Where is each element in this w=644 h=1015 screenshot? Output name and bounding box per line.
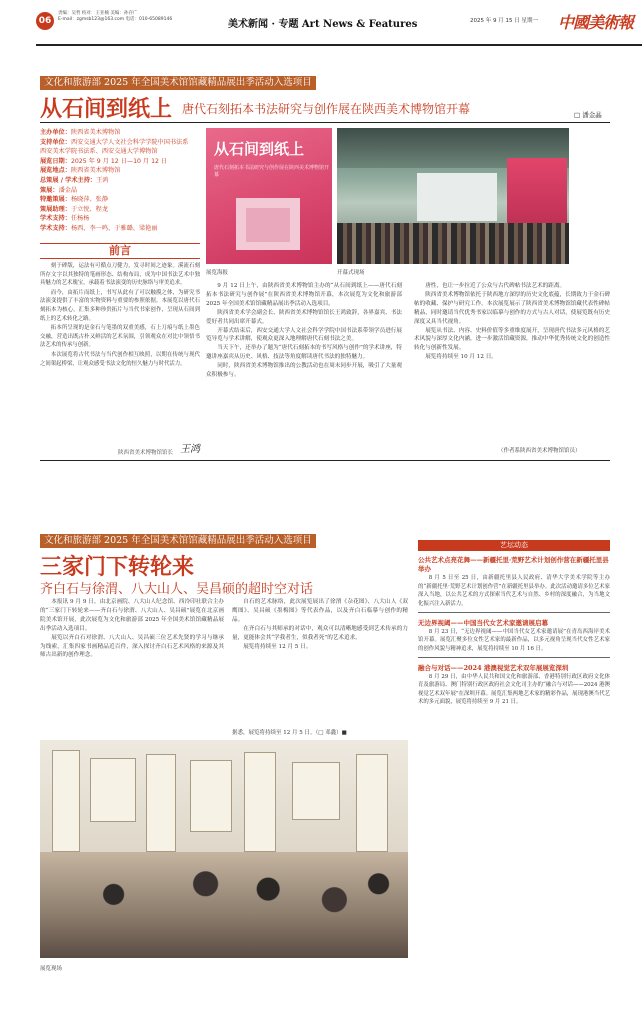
poster-subtitle: 唐代石刻拓本书法研究与创作展在陕西美术博物馆开幕: [214, 165, 330, 178]
foreword-title: 前言: [40, 243, 200, 259]
info-row: [40, 128, 200, 138]
paragraph: 陕西省美术学会副会长、陕西省美术博物馆馆长王鸿致辞，各界嘉宾、书法爱好者共同出席开幕式。: [206, 309, 402, 325]
staff-line: 责编：吴哲 校对：王亚楠 美编：孙存广: [58, 11, 138, 16]
photo-crowd: [337, 223, 569, 264]
signature-seal: 王鸿: [180, 444, 200, 455]
exhibition-hall-photo: [40, 740, 408, 958]
paragraph: 展览以齐白石对徐渭、八大山人、吴昌硕三位艺术先贤的学习与继承为线索，汇集四家书画精品近百件，深入探讨齐白石艺术风格的来源及其师古出新的创作理念。: [40, 634, 224, 659]
photo-caption: 开幕式现场: [337, 270, 365, 276]
divider: [418, 612, 610, 613]
info-row: [40, 138, 200, 148]
paragraph: 自石的艺术脉络，此次展览展出了徐渭《杂花图》、八大山人《双鹰图》、吴昌硕《墨梅图》等代表作品，以及齐白石临摹与创作的精品。: [232, 599, 408, 623]
info-row: [40, 224, 200, 234]
info-value: 西安美术学院书法系、西安交通大学博物馆: [40, 148, 158, 156]
foreword-signature: 陕西省美术博物馆馆长: [118, 450, 174, 456]
photo-backdrop: [417, 173, 497, 221]
divider: [418, 657, 610, 658]
poster-caption: 展览海报: [206, 270, 229, 276]
article2-photo-caption: 展览现场: [40, 966, 63, 972]
framed-painting: [90, 758, 136, 822]
foreword-text: [40, 262, 200, 369]
news-brief-text: 8 月 29 日，由中华人民共和国文化和旅游部、香港特别行政区政府文化体育及旅游局、澳门特别行政区政府社会文化司主办的“融合与对话——2024 港澳视觉艺术双年展”在深圳开幕。展览汇集两地艺术家的精彩作品，展现港澳当代艺术的多元面貌，展览将持续至 9 月 21 日。: [418, 673, 610, 706]
article2-banner: 文化和旅游部 2025 年全国美术馆馆藏精品展出季活动入选项目: [40, 534, 316, 548]
newspaper-logo: 中國美術報: [558, 13, 634, 32]
exhibition-poster-image: [206, 128, 332, 264]
info-label: 主办单位：: [40, 129, 71, 136]
opening-ceremony-photo: [337, 128, 569, 264]
divider: [40, 122, 610, 123]
news-brief: [418, 664, 610, 707]
hanging-scroll: [356, 754, 388, 852]
info-label: 策展：: [40, 186, 59, 194]
hanging-scroll: [244, 752, 276, 852]
article1-headline: 从石间到纸上: [40, 96, 173, 122]
news-brief-text: 8 月 23 日，“无边界视阈——中国当代女艺术家邀请展”在青岛西海岸美术馆开幕。展览汇聚多位女性艺术家的最新作品，以多元视角呈现当代女性艺术家的创作风貌与精神追求，展览将持续至 10 月 16 日。: [418, 628, 610, 652]
paragraph: 唐性，也让一步拉近了公众与古代碑帖书法艺术的距离。: [425, 283, 566, 289]
info-value: 潘金晶: [58, 186, 78, 194]
news-brief-heading: 无边界视阈——中国当代女艺术家邀请展启幕: [418, 618, 548, 627]
paragraph: 而今，由拓片而纸上，书写从此有了可以触摸之体，为研究书法演变提供了丰富的实物资料与重要的参照依据。本展览以唐代石刻拓本为核心，汇集多种珍贵拓片与当代书家创作，呈现从石间到纸上的艺术转化之路。: [40, 289, 200, 322]
article1-column-2: [414, 282, 610, 362]
news-brief-heading: 公共艺术点亮花舞——新疆托里·荒野艺术计划创作营在新疆托里县举办: [418, 556, 609, 573]
article2-column-2: [232, 598, 408, 651]
news-brief-body: [418, 673, 610, 707]
paragraph: 开幕式结束后，西安交通大学人文社会科学学院中国书法系带领学员进行展览导览与学术讲解，使观众更深入地理解唐代石刻书法之美。: [206, 327, 402, 343]
paragraph: 拓本所呈现的是金石与笔墨的双重美感，石上刀痕与纸上墨色交融，营造出既古朴又鲜活的艺术氛围，引领观众在对比中领悟书法艺术的传承与创新。: [40, 325, 200, 349]
hanging-scroll: [52, 750, 80, 852]
info-value: 杨晓萍、张静: [70, 196, 109, 204]
article1-author: □ 潘金晶: [574, 111, 602, 119]
issue-date: 2025 年 9 月 15 日 星期一: [470, 18, 538, 24]
info-row: [40, 186, 200, 196]
paragraph: 本次展览将古代书法与当代创作相互映照，以期在传统与现代之间架起桥梁，让观众感受书法文化的恒久魅力与时代活力。: [40, 351, 200, 367]
news-brief-body: [418, 574, 610, 608]
info-row: [40, 166, 200, 176]
news-brief-body: [418, 628, 610, 654]
info-value: 陕西省美术博物馆: [70, 167, 121, 175]
divider: [40, 460, 610, 461]
info-value: 任杨杨: [70, 215, 90, 223]
info-value: 陕西省美术博物馆: [70, 129, 121, 136]
page-number: 06: [36, 12, 54, 30]
paragraph: 刻于碑版，运法有可循点刀健力，发寻时间之迹象。溪流石刻所存文字以其独特的笔画形态、结构布局，成为中国书法艺术中独具魅力的艺术瑰宝，承载着书法演变的历史脉络与审美追求。: [40, 263, 200, 287]
news-brief-heading: 融合与对话——2024 港澳视觉艺术双年展展览深圳: [418, 663, 569, 672]
article1-column-1: [206, 282, 402, 380]
info-value: 于立悦、程龙: [70, 205, 109, 213]
staff-contact: E-mail：zgmsb123@163.com 电话：010-65089146: [58, 17, 173, 22]
info-label: 展览地点：: [40, 167, 71, 175]
info-label: 总策展 / 学术主持：: [40, 176, 97, 184]
info-label: 特邀策展：: [40, 196, 71, 204]
paragraph: 展览将持续至 10 月 12 日。: [425, 354, 497, 361]
info-value: 西安交通大学人文社会科学学院中国书法系: [70, 138, 189, 146]
info-row: [40, 176, 200, 186]
info-label: 学术支持：: [40, 215, 71, 223]
news-brief: [418, 619, 610, 658]
info-row: [40, 157, 200, 167]
news-brief-text: 8 月 5 日至 25 日，由新疆托里县人民政府、清华大学美术学院等主办的“新疆托里·荒野艺术计划创作营”在新疆托里县举办。此次活动邀请多位艺术家深入当地，以公共艺术的方式探索当代艺术与自然、乡村的深度融合，为当地文化振兴注入新活力。: [418, 575, 610, 607]
page-header: [0, 0, 644, 50]
paragraph: 在齐白石与其师承的对话中，观众可以清晰地感受到艺术传承的力量，更能体会其“学我者生，似我者死”的艺术追求。: [232, 625, 408, 641]
info-label: 展览日期：: [40, 157, 71, 165]
news-briefs: [418, 556, 610, 713]
news-brief: [418, 556, 610, 613]
poster-title: 从石间到纸上: [214, 140, 305, 158]
exhibition-info: [40, 128, 200, 234]
section-title: 美术新闻 · 专题 Art News & Features: [228, 19, 418, 30]
article2-author: 据悉，展览将持续至 12 月 5 日。（□ 邓鑫）■: [232, 730, 347, 736]
sidebar-title: 艺坛动态: [418, 540, 610, 551]
info-row: [40, 147, 200, 157]
paragraph: 展览将持续至 12 月 5 日。: [243, 643, 312, 650]
article2-column-1: [40, 598, 224, 660]
hanging-scroll: [146, 754, 176, 852]
article2-subheadline: 齐白石与徐渭、八大山人、吴昌硕的超时空对话: [40, 582, 314, 597]
framed-painting: [292, 762, 340, 820]
paragraph: 当天下午，还举办了题为“唐代石刻拓本的书写风格与创作”的学术讲座，特邀讲座嘉宾从历史、风格、技法等角度解读唐代书法的独特魅力。: [206, 345, 402, 361]
article2-headline: 三家门下转轮来: [40, 554, 195, 580]
info-row: [40, 205, 200, 215]
info-label: 学术支持：: [40, 224, 71, 232]
info-label: 支持单位：: [40, 138, 71, 146]
paragraph: 展览从书法、内容、史料价值等多重维度展开，呈现唐代书法多元风格的艺术风貌与深厚文化内涵，进一步激活馆藏资源，推动中华优秀传统文化的创造性转化与创新性发展。: [414, 327, 610, 352]
paragraph: 9 月 12 日上午，由陕西省美术博物馆主办的“从石间到纸上——唐代石刻拓本书法研究与创作展”在陕西省美术博物馆开幕，本次展览为文化和旅游部 2025 年全国美术馆馆藏精品展出季活动入选项目。: [206, 283, 402, 307]
paragraph: 本报讯 9 月 9 日，由北京画院、八大山人纪念馆、西泠印社联合主办的“三家门下转轮来——齐白石与徐渭、八大山人、吴昌硕”展览在北京画院美术馆开展，此次展览为文化和旅游部 2025 年全国美术馆馆藏精品展出季活动入选项目。: [40, 599, 224, 632]
paragraph: 同时，陕西省美术博物馆推出的公教活动也在周末同步开展，吸引了大量观众积极参与。: [206, 363, 402, 379]
info-value: 杨西、李一鸣、于雅璐、梁艳丽: [70, 224, 158, 232]
info-value: 王鸿: [96, 176, 109, 184]
staff-credits: [58, 11, 198, 23]
info-row: [40, 195, 200, 205]
article1-subheadline: 唐代石刻拓本书法研究与创作展在陕西美术博物馆开幕: [182, 102, 471, 116]
article1-footnote: （作者系陕西省美术博物馆馆员）: [498, 448, 581, 454]
info-value: 2025 年 9 月 12 日—10 月 12 日: [70, 157, 168, 165]
info-row: [40, 214, 200, 224]
visitor-crowd: [40, 852, 408, 958]
framed-painting: [190, 760, 232, 832]
poster-graphic-inner: [246, 208, 290, 242]
header-rule: [36, 44, 642, 46]
info-label: 策展助理：: [40, 205, 71, 213]
paragraph: 陕西省美术博物馆依托于陕西地方深厚的历史文化底蕴，长期致力于金石碑帖的收藏、保护与研究工作。本次展览展示了陕西省美术博物馆馆藏代表性碑帖精品，同时邀请当代优秀书家以临摹与创作的方式与古人对话，使展览既有历史深度又具当代视角。: [414, 291, 610, 325]
article1-banner: 文化和旅游部 2025 年全国美术馆馆藏精品展出季活动入选项目: [40, 76, 316, 90]
